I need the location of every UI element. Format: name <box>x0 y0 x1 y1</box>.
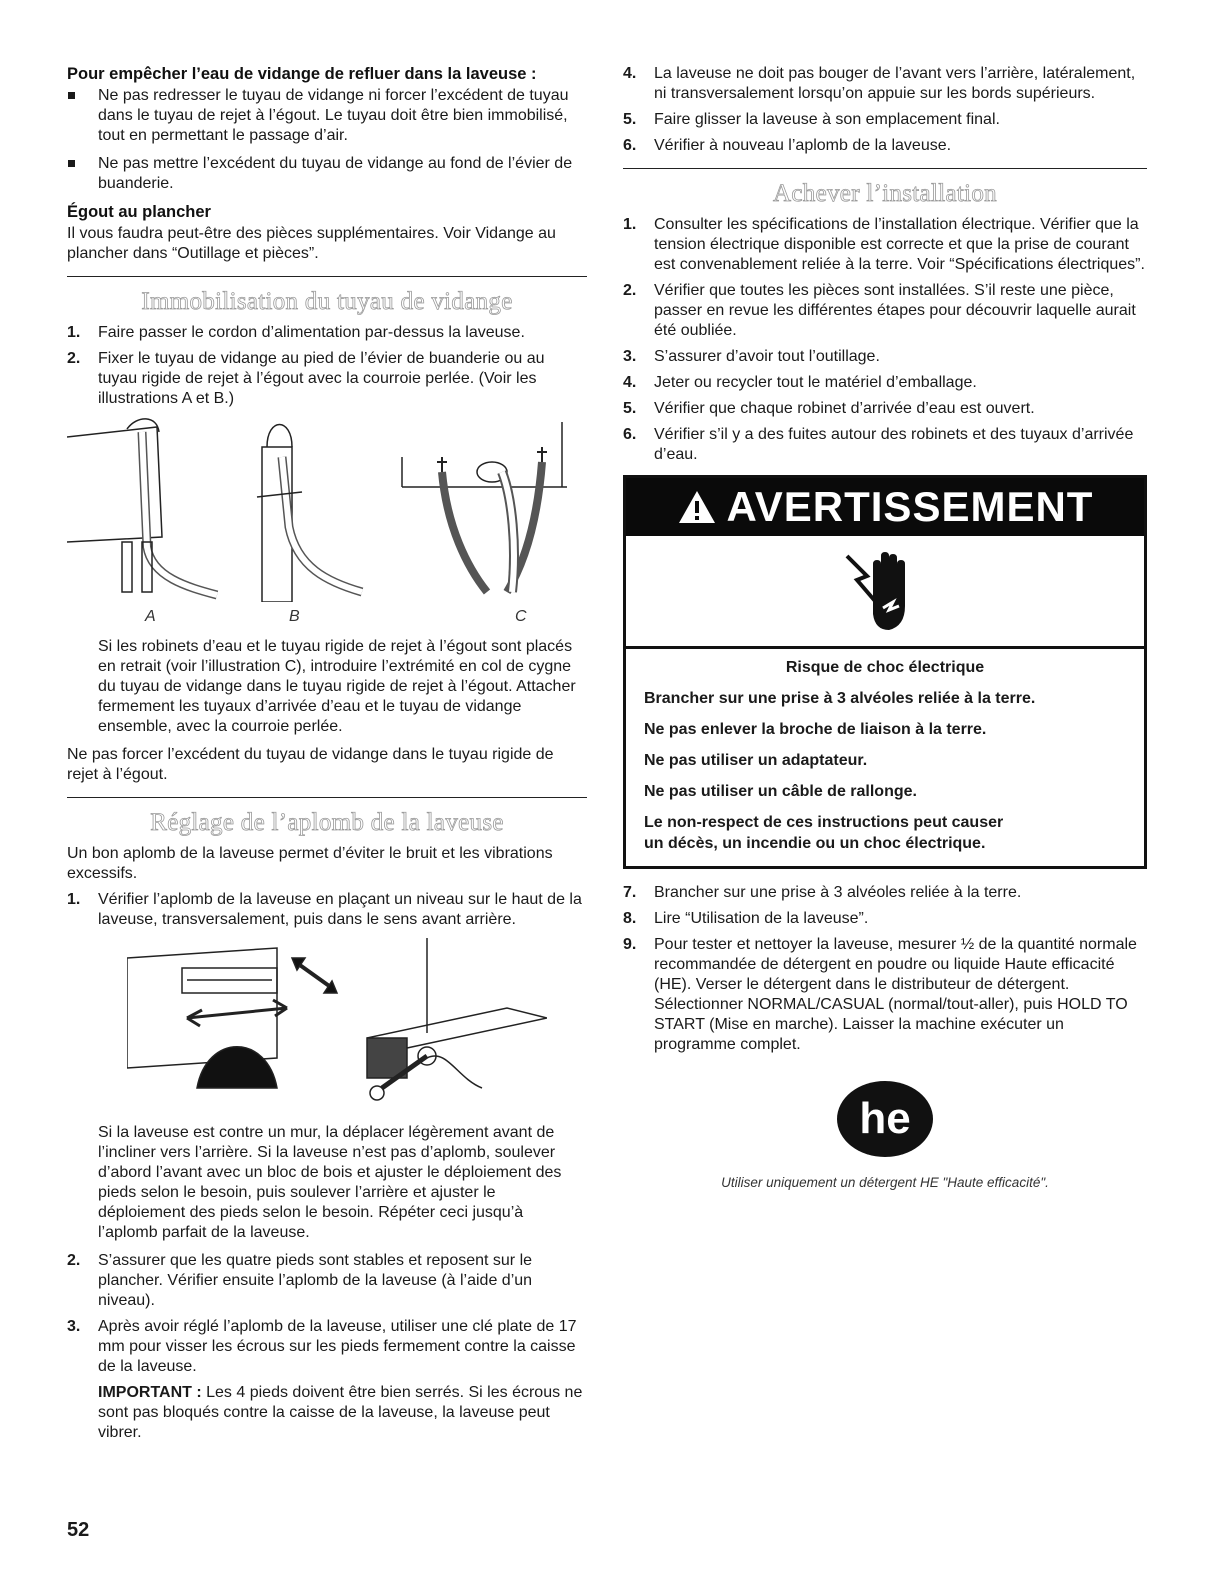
step-item <box>67 890 587 930</box>
figure-label-a: A <box>145 608 156 625</box>
step-text: Vérifier que chaque robinet d’arrivée d’eau est ouvert. <box>654 400 1035 417</box>
warning-line: Ne pas enlever la broche de liaison à la terre. <box>644 721 987 738</box>
leveling-steps-final <box>623 64 1147 156</box>
important-text: Les 4 pieds doivent être bien serrés. Si les écrous ne sont pas bloqués contre la caisse de la laveuse, la laveuse peut vibrer. <box>98 1384 583 1441</box>
step-item <box>623 373 1147 393</box>
leveling-steps-continued <box>67 1251 587 1377</box>
warning-line: Ne pas utiliser un câble de rallonge. <box>644 783 917 800</box>
step-number: 1. <box>67 324 81 341</box>
floor-drain-text: Il vous faudra peut-être des pièces supplémentaires. Voir Vidange au plancher dans “Outillage et pièces”. <box>67 225 556 262</box>
warning-consequence <box>644 812 1126 854</box>
step-number: 5. <box>623 111 637 128</box>
right-column <box>623 64 1147 1193</box>
step-number: 1. <box>67 891 81 908</box>
step-text: S’assurer d’avoir tout l’outillage. <box>654 348 880 365</box>
warning-consequence-line: un décès, un incendie ou un choc électrique. <box>644 835 986 852</box>
step-item <box>623 909 1147 929</box>
step-text: Vérifier à nouveau l’aplomb de la laveuse. <box>654 137 952 154</box>
electric-shock-hand-icon <box>845 546 925 636</box>
step-item <box>67 1251 587 1311</box>
step-text: Brancher sur une prise à 3 alvéoles reliée à la terre. <box>654 884 1022 901</box>
step-item <box>623 281 1147 341</box>
recessed-faucets-text: Si les robinets d’eau et le tuyau rigide de rejet à l’égout sont placés en retrait (voir l’illustration C), introduire l’extrémité en col de cygne du tuyau de vidange dans le tuyau rigide de rejet à l’égout. Attacher fermement les tuyaux d’arrivée d’eau et le tuyau de vidange ensemble, avec la courroie perlée. <box>98 638 576 735</box>
step-text: Vérifier s’il y a des fuites autour des robinets et des tuyaux d’arrivée d’eau. <box>654 426 1134 463</box>
he-logo-icon <box>835 1079 935 1159</box>
step-text: Fixer le tuyau de vidange au pied de l’évier de buanderie ou au tuyau rigide de rejet à l’égout avec la courroie perlée. (Voir les illustrations A et B.) <box>98 350 545 407</box>
warning-box <box>623 475 1147 869</box>
leveling-illustration-svg <box>127 938 547 1113</box>
leveling-intro: Un bon aplomb de la laveuse permet d’éviter le bruit et les vibrations excessifs. <box>67 845 553 882</box>
step-text: Vérifier que toutes les pièces sont installées. S’il reste une pièce, passer en revue les différentes étapes pour découvrir laquelle aurait été oubliée. <box>654 282 1136 339</box>
warning-consequence-line: Le non-respect de ces instructions peut causer <box>644 814 1004 831</box>
drain-hose-steps <box>67 323 587 409</box>
step-text: Consulter les spécifications de l’installation électrique. Vérifier que la tension électrique disponible est correcte et que la prise de courant est convenablement reliée à la terre. Voir “Spécifications électriques”. <box>654 216 1145 273</box>
bullet-item: Ne pas mettre l’excédent du tuyau de vidange au fond de l’évier de buanderie. <box>67 154 587 194</box>
step-number: 3. <box>623 348 637 365</box>
warning-line: Brancher sur une prise à 3 alvéoles reliée à la terre. <box>644 690 1036 707</box>
warning-body <box>626 649 1144 866</box>
step-number: 2. <box>623 282 637 299</box>
step-number: 2. <box>67 350 81 367</box>
leveling-steps <box>67 890 587 930</box>
drain-backflow-heading: Pour empêcher l’eau de vidange de refluer dans la laveuse : <box>67 65 537 83</box>
step-text: Lire “Utilisation de la laveuse”. <box>654 910 869 927</box>
warning-title: Risque de choc électrique <box>785 659 985 676</box>
step-number: 6. <box>623 426 637 443</box>
step-number: 1. <box>623 216 637 233</box>
step-number: 3. <box>67 1318 81 1335</box>
complete-install-steps <box>623 215 1147 465</box>
he-detergent-caption: Utiliser uniquement un détergent HE "Haute efficacité". <box>721 1175 1049 1190</box>
shock-hazard-symbol <box>626 536 1144 649</box>
leveling-illustration <box>127 938 587 1113</box>
drain-hose-illustration-svg <box>67 417 567 602</box>
step-text: Vérifier l’aplomb de la laveuse en plaçant un niveau sur le haut de la laveuse, transversalement, puis dans le sens avant arrière. <box>98 891 582 928</box>
leveling-detail-text: Si la laveuse est contre un mur, la déplacer légèrement avant de l’incliner vers l’arrière. Si la laveuse n’est pas d’aplomb, soulever d’abord l’avant avec un bloc de bois et ajuster le déploiement des pieds selon le besoin, puis soulever l’arrière et ajuster le déploiement des pieds selon le besoin. Répéter ceci jusqu’à l’aplomb parfait de la laveuse. <box>98 1124 562 1241</box>
excess-hose-text: Ne pas forcer l’excédent du tuyau de vidange dans le tuyau rigide de rejet à l’égout. <box>67 746 554 783</box>
important-label: IMPORTANT : <box>98 1384 202 1401</box>
step-item <box>623 935 1147 1055</box>
step-item <box>623 215 1147 275</box>
step-text: Faire glisser la laveuse à son emplacement final. <box>654 111 1000 128</box>
step-number: 7. <box>623 884 637 901</box>
figure-labels <box>67 607 587 627</box>
page-number: 52 <box>67 1519 90 1541</box>
step-text: S’assurer que les quatre pieds sont stables et reposent sur le plancher. Vérifier ensuite l’aplomb de la laveuse (à l’aide d’un niveau). <box>98 1252 533 1309</box>
warning-line: Ne pas utiliser un adaptateur. <box>644 752 868 769</box>
warning-triangle-icon <box>677 489 717 525</box>
warning-header-text: AVERTISSEMENT <box>726 483 1094 530</box>
warning-header <box>626 478 1144 536</box>
step-text: Après avoir réglé l’aplomb de la laveuse, utiliser une clé plate de 17 mm pour visser les écrous sur les pieds fermement contre la caisse de la laveuse. <box>98 1318 577 1375</box>
section-title-drain-hose: Immobilisation du tuyau de vidange <box>141 288 513 315</box>
section-divider <box>623 168 1147 169</box>
bullet-item: Ne pas redresser le tuyau de vidange ni forcer l’excédent de tuyau dans le tuyau de rejet à l’égout. Le tuyau doit être bien immobilisé, tout en permettant le passage d’air. <box>67 86 587 146</box>
figure-label-b: B <box>289 608 300 625</box>
he-logo-text: he <box>859 1094 911 1143</box>
step-item <box>67 1317 587 1377</box>
step-text: La laveuse ne doit pas bouger de l’avant vers l’arrière, latéralement, ni transversalement lorsqu’on appuie sur les bords supérieurs. <box>654 65 1136 102</box>
step-text: Faire passer le cordon d’alimentation par-dessus la laveuse. <box>98 324 525 341</box>
section-divider <box>67 797 587 798</box>
step-text: Jeter ou recycler tout le matériel d’emballage. <box>654 374 977 391</box>
final-steps <box>623 883 1147 1055</box>
left-column <box>67 64 587 1451</box>
step-number: 8. <box>623 910 637 927</box>
step-item <box>67 349 587 409</box>
step-item <box>623 136 1147 156</box>
step-number: 4. <box>623 65 637 82</box>
step-text: Pour tester et nettoyer la laveuse, mesurer ½ de la quantité normale recommandée de détergent en poudre ou liquide Haute efficacité (HE). Verser le détergent dans le distributeur de détergent. Sélectionner NORMAL/CASUAL (normal/tout-aller), puis HOLD TO START (Mise en marche). Laisser la machine exécuter un programme complet. <box>654 936 1137 1053</box>
drain-bullets <box>67 86 587 194</box>
step-number: 6. <box>623 137 637 154</box>
step-number: 4. <box>623 374 637 391</box>
step-item <box>623 110 1147 130</box>
section-title-leveling: Réglage de l’aplomb de la laveuse <box>150 809 504 836</box>
step-item <box>623 64 1147 104</box>
step-number: 2. <box>67 1252 81 1269</box>
section-title-complete-install: Achever l’installation <box>773 180 997 207</box>
step-item <box>67 323 587 343</box>
drain-hose-illustrations <box>67 417 587 627</box>
step-number: 9. <box>623 936 637 953</box>
figure-label-c: C <box>515 608 527 625</box>
step-number: 5. <box>623 400 637 417</box>
section-divider <box>67 276 587 277</box>
step-item <box>623 883 1147 903</box>
floor-drain-heading: Égout au plancher <box>67 203 211 221</box>
he-logo-area <box>623 1079 1147 1165</box>
step-item <box>623 425 1147 465</box>
important-note <box>67 1383 587 1443</box>
step-item <box>623 347 1147 367</box>
step-item <box>623 399 1147 419</box>
